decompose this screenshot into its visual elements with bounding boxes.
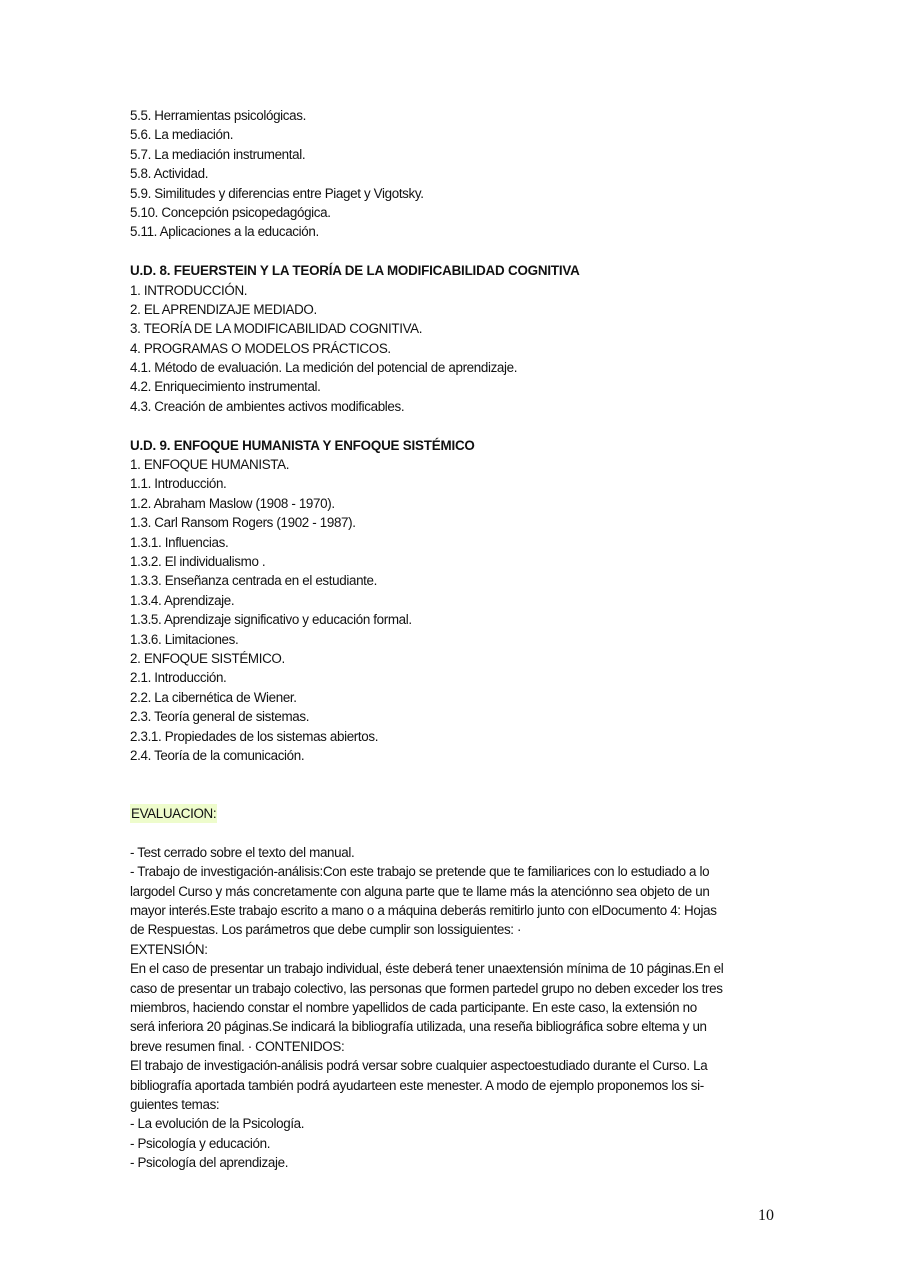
- list-item: 4. PROGRAMAS O MODELOS PRÁCTICOS.: [130, 340, 391, 356]
- list-item: 1. ENFOQUE HUMANISTA.: [130, 457, 290, 473]
- contenidos-line: guientes temas:: [130, 1096, 220, 1112]
- list-item: 2.3.1. Propiedades de los sistemas abiertos.: [130, 728, 379, 744]
- extension-label: EXTENSIÓN:: [130, 941, 208, 957]
- list-item: 2. ENFOQUE SISTÉMICO.: [130, 650, 285, 666]
- trabajo-line: largodel Curso y más concretamente con alguna parte que te llame más la atenciónno sea objeto de un: [130, 883, 710, 899]
- extension-line: caso de presentar un trabajo colectivo, las personas que formen partedel grupo no deben exceder los tres: [130, 980, 723, 996]
- list-item: 5.7. La mediación instrumental.: [130, 146, 306, 162]
- list-item: 5.6. La mediación.: [130, 127, 234, 143]
- list-item: 5.11. Aplicaciones a la educación.: [130, 224, 319, 240]
- list-item: 4.2. Enriquecimiento instrumental.: [130, 379, 321, 395]
- top-list: [130, 106, 750, 242]
- tema-item: - La evolución de la Psicología.: [130, 1116, 305, 1132]
- list-item: 2.1. Introducción.: [130, 670, 227, 686]
- tema-item: - Psicología y educación.: [130, 1135, 271, 1151]
- trabajo-line: de Respuestas. Los parámetros que debe cumplir son lossiguientes: ·: [130, 922, 522, 938]
- list-item: 3. TEORÍA DE LA MODIFICABILIDAD COGNITIVA.: [130, 321, 423, 337]
- trabajo-line: - Trabajo de investigación-análisis:Con este trabajo se pretende que te familiarices con lo estudiado a lo: [130, 864, 710, 880]
- evaluacion-body: [130, 843, 750, 1173]
- evaluacion-section: [130, 804, 750, 1172]
- ud8-heading: U.D. 8. FEUERSTEIN Y LA TEORÍA DE LA MODIFICABILIDAD COGNITIVA: [130, 263, 580, 279]
- list-item: 1.3. Carl Ransom Rogers (1902 - 1987).: [130, 515, 356, 531]
- list-item: 2. EL APRENDIZAJE MEDIADO.: [130, 301, 317, 317]
- list-item: 2.2. La cibernética de Wiener.: [130, 689, 297, 705]
- contenidos-line: El trabajo de investigación-análisis podrá versar sobre cualquier aspectoestudiado durante el Curso. La: [130, 1058, 708, 1074]
- extension-line: En el caso de presentar un trabajo individual, éste deberá tener unaextensión mínima de 10 páginas.En el: [130, 961, 724, 977]
- list-item: 1.3.2. El individualismo .: [130, 553, 266, 569]
- list-item: 5.9. Similitudes y diferencias entre Piaget y Vigotsky.: [130, 185, 424, 201]
- evaluacion-heading: EVALUACION:: [130, 804, 217, 823]
- extension-line: miembros, haciendo constar el nombre yapellidos de cada participante. En este caso, la extensión no: [130, 999, 697, 1015]
- list-item: 2.3. Teoría general de sistemas.: [130, 709, 310, 725]
- list-item: 5.8. Actividad.: [130, 166, 209, 182]
- tema-item: - Psicología del aprendizaje.: [130, 1155, 289, 1171]
- trabajo-line: mayor interés.Este trabajo escrito a mano o a máquina deberás remitirlo junto con elDocumento 4: Hojas: [130, 903, 717, 919]
- list-item: 1.3.3. Enseñanza centrada en el estudiante.: [130, 573, 378, 589]
- ud9-section: [130, 436, 750, 766]
- ud8-section: [130, 261, 750, 416]
- page-number: 10: [758, 1207, 774, 1224]
- list-item: 4.1. Método de evaluación. La medición del potencial de aprendizaje.: [130, 360, 518, 376]
- list-item: 1.2. Abraham Maslow (1908 - 1970).: [130, 495, 335, 511]
- ud9-heading: U.D. 9. ENFOQUE HUMANISTA Y ENFOQUE SISTÉMICO: [130, 437, 475, 453]
- extension-line: breve resumen final. · CONTENIDOS:: [130, 1038, 345, 1054]
- list-item: 1.3.4. Aprendizaje.: [130, 592, 235, 608]
- test-line: - Test cerrado sobre el texto del manual.: [130, 844, 355, 860]
- list-item: 5.10. Concepción psicopedagógica.: [130, 204, 331, 220]
- list-item: 1.3.1. Influencias.: [130, 534, 229, 550]
- list-item: 1. INTRODUCCIÓN.: [130, 282, 248, 298]
- list-item: 2.4. Teoría de la comunicación.: [130, 747, 305, 763]
- extension-line: será inferiora 20 páginas.Se indicará la bibliografía utilizada, una reseña bibliográfica sobre eltema y un: [130, 1019, 707, 1035]
- list-item: 1.1. Introducción.: [130, 476, 227, 492]
- list-item: 4.3. Creación de ambientes activos modificables.: [130, 398, 405, 414]
- list-item: 5.5. Herramientas psicológicas.: [130, 108, 306, 123]
- list-item: 1.3.5. Aprendizaje significativo y educación formal.: [130, 612, 412, 628]
- page-content: [130, 106, 750, 1173]
- list-item: 1.3.6. Limitaciones.: [130, 631, 239, 647]
- contenidos-line: bibliografía aportada también podrá ayudarteen este menester. A modo de ejemplo proponemos los si-: [130, 1077, 704, 1093]
